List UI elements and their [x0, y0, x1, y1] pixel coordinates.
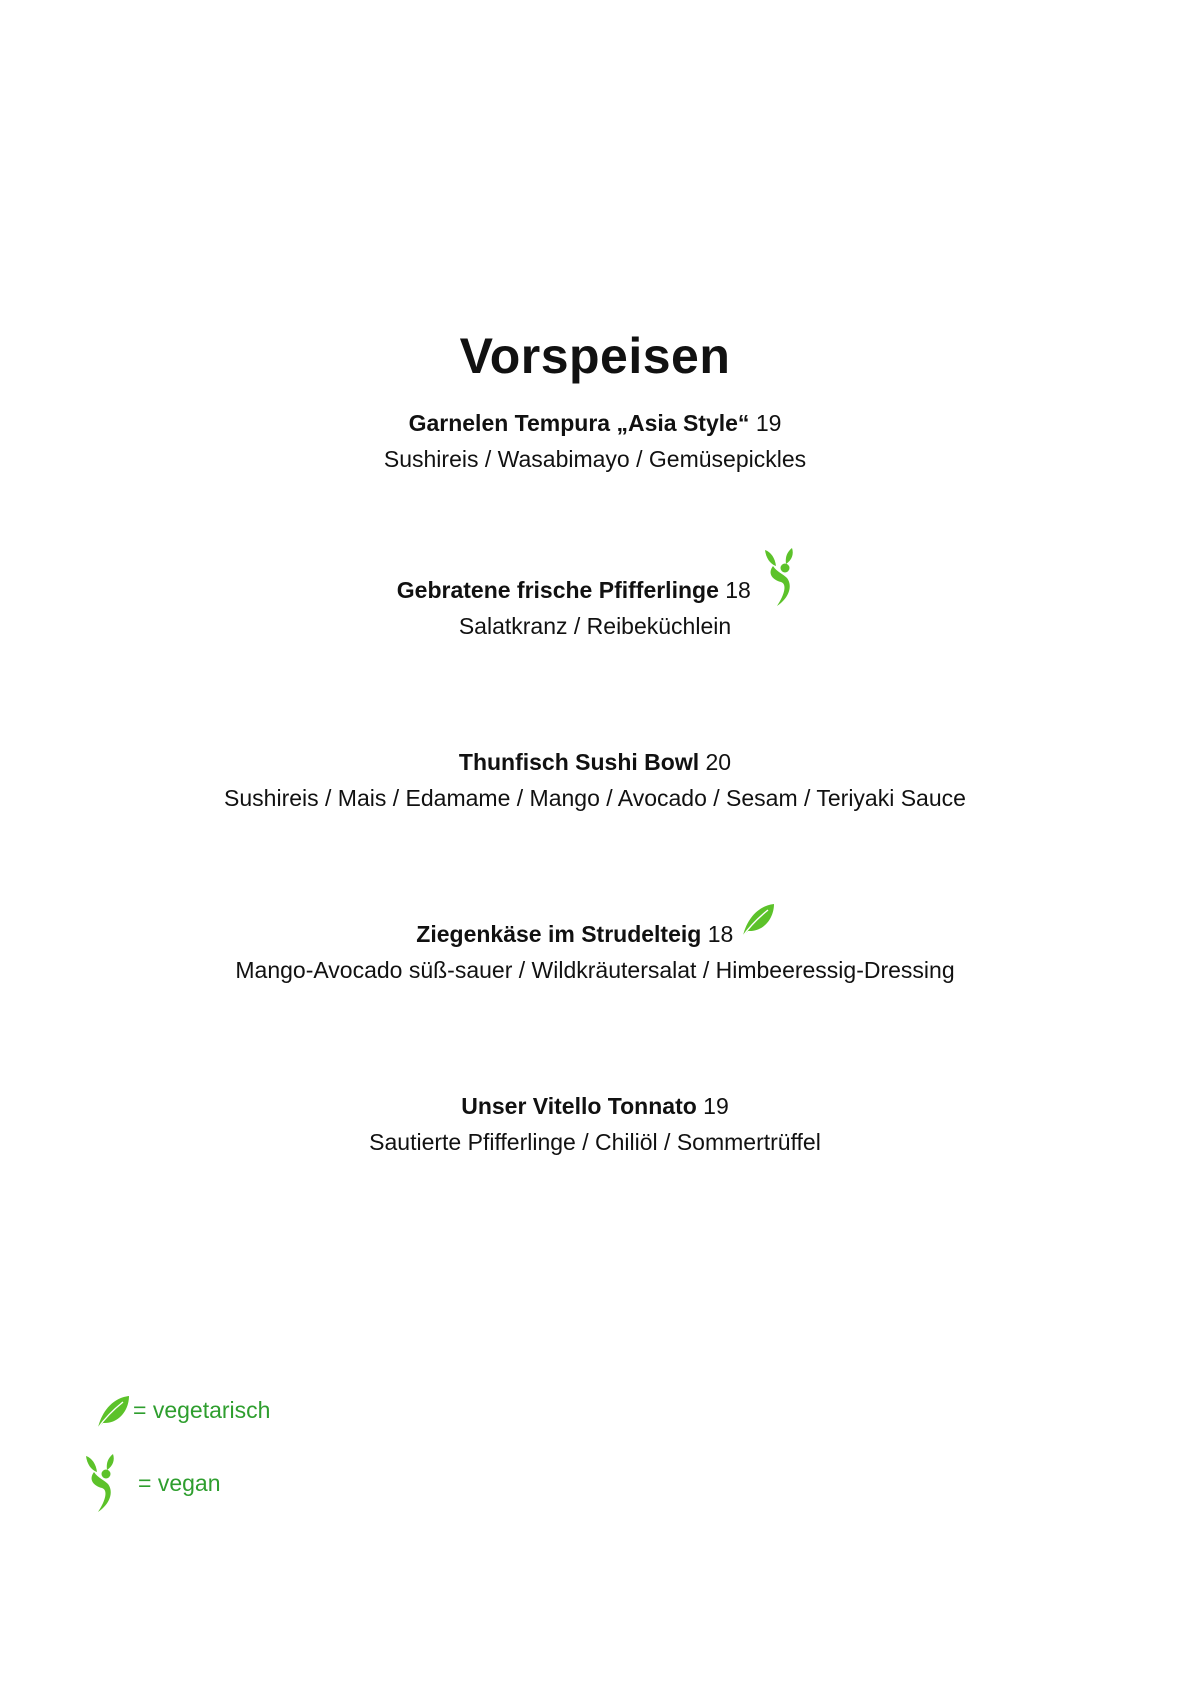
dish-title-line — [0, 572, 1190, 608]
dish-title-line — [0, 1088, 1190, 1124]
menu-item — [0, 916, 1190, 988]
dish-name: Thunfisch Sushi Bowl — [458, 749, 700, 775]
menu-item — [0, 1088, 1190, 1160]
dish-price: 19 — [755, 410, 782, 436]
vegan-icon — [82, 1452, 118, 1514]
dish-description: Mango-Avocado süß-sauer / Wildkräutersalat / Himbeeressig-Dressing — [235, 957, 955, 983]
dish-price: 18 — [707, 921, 734, 947]
dish-title-line — [0, 405, 1190, 441]
dish-description: Sautierte Pfifferlinge / Chiliöl / Sommertrüffel — [369, 1129, 821, 1155]
dish-price: 18 — [725, 577, 751, 603]
dish-description: Sushireis / Wasabimayo / Gemüsepickles — [383, 446, 807, 472]
legend-vegetarian-label: = vegetarisch — [133, 1396, 271, 1423]
legend-vegetarian — [95, 1390, 270, 1430]
menu-item — [0, 405, 1190, 477]
legend-vegan-label: = vegan — [138, 1469, 221, 1496]
dish-name: Ziegenkäse im Strudelteig — [416, 921, 702, 947]
dish-name: Gebratene frische Pfifferlinge — [396, 577, 719, 603]
dish-title-line — [0, 916, 1190, 952]
vegetarian-leaf-icon — [95, 1390, 131, 1430]
legend-vegan — [82, 1452, 221, 1514]
dish-name: Garnelen Tempura „Asia Style“ — [408, 410, 750, 436]
menu-item — [0, 744, 1190, 816]
dish-price: 20 — [705, 749, 732, 775]
dish-description: Sushireis / Mais / Edamame / Mango / Avocado / Sesam / Teriyaki Sauce — [224, 785, 966, 811]
vegetarian-leaf-icon — [740, 916, 774, 952]
vegan-icon — [757, 572, 793, 608]
page-title: Vorspeisen — [459, 327, 731, 384]
dish-title-line — [0, 744, 1190, 780]
menu-item — [0, 572, 1190, 644]
dish-description: Salatkranz / Reibeküchlein — [458, 613, 732, 639]
dish-name: Unser Vitello Tonnato — [461, 1093, 697, 1119]
dish-price: 19 — [703, 1093, 729, 1119]
